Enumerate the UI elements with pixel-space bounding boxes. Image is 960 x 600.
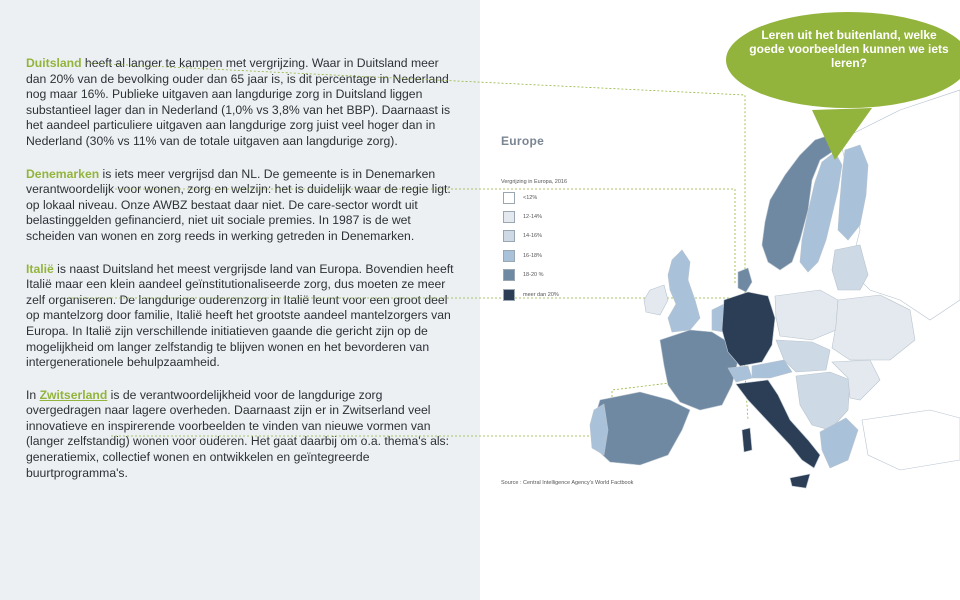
legend-item-2 bbox=[503, 211, 643, 225]
legend-item-6 bbox=[503, 289, 643, 303]
legend-label-3: 14-16% bbox=[523, 233, 542, 239]
connector-lines bbox=[67, 63, 748, 436]
country-sardinia bbox=[742, 428, 752, 452]
paragraph-germany-text: heeft al langer te kampen met vergrijzing. Waar in Duitsland meer dan 20% van de bevolking ouder dan 65 jaar is, is dit percentage in Nederland nog maar 16%. Publieke uitgaven aan langdurige zorg in Duitsland liggen substantieel lager dan in Nederland (1,0% vs 3,8% van het BBP). Daarnaast is het aandeel particuliere uitgaven aan langdurige zorg juist veel hoger dan in Nederland (30% vs 11% van de totale uitgaven aan langdurige zorg). bbox=[26, 56, 451, 148]
legend-item-4 bbox=[503, 250, 643, 264]
country-turkey bbox=[862, 410, 960, 470]
legend-swatch-6 bbox=[503, 289, 515, 301]
bubble-text: Leren uit het buitenland, welke goede voorbeelden kunnen we iets leren? bbox=[749, 28, 949, 70]
legend-label-6: meer dan 20% bbox=[523, 292, 559, 298]
paragraph-switzerland-prefix: In bbox=[26, 387, 40, 402]
map-source: Source : Central Intelligence Agency's World Factbook bbox=[501, 480, 634, 486]
country-denmark bbox=[738, 268, 752, 292]
legend-label-1: <12% bbox=[523, 195, 538, 201]
paragraph-denmark-text: is iets meer vergrijsd dan NL. De gemeente is in Denemarken verantwoordelijk voor wonen, zorg en welzijn: het is duidelijk waar de regie ligt: op lokaal niveau. Onze AWBZ bestaat daar niet. De care-sector wordt uit belastinggelden gefinancierd, niet uit sociale premies. In 1987 is de wet scheiden van wonen en zorg reeds in werking getreden in Denemarken. bbox=[26, 166, 451, 243]
countries bbox=[590, 90, 960, 488]
map-title: Europe bbox=[501, 134, 545, 148]
legend-label-2: 12-14% bbox=[523, 214, 542, 220]
country-ireland bbox=[644, 285, 668, 315]
legend-item-5 bbox=[503, 269, 643, 283]
legend-swatch-3 bbox=[503, 230, 515, 242]
paragraph-switzerland-text: is de verantwoordelijkheid voor de langdurige zorg overgedragen naar lagere overheden. Daarnaast zijn er in Zwitserland veel innovatieve en inspirerende voorbeelden te vinden van nieuwe vormen van (langer zelfstandig) wonen voor ouderen. Het gaat daarbij om o.a. thema's als: generatiemix, collectief wonen en ontwikkelen en geïntegreerde buurtprogramma's. bbox=[26, 387, 450, 480]
legend-title: Vergrijzing in Europa, 2016 bbox=[501, 179, 568, 185]
keyword-denmark: Denemarken bbox=[26, 166, 100, 181]
legend-item-1 bbox=[503, 192, 643, 206]
country-uk bbox=[668, 250, 700, 332]
legend-swatch-1 bbox=[503, 192, 515, 204]
legend-swatch-4 bbox=[503, 250, 515, 262]
legend-swatch-5 bbox=[503, 269, 515, 281]
country-ukraine bbox=[832, 295, 915, 360]
country-poland bbox=[775, 290, 838, 340]
legend-label-4: 16-18% bbox=[523, 253, 542, 259]
keyword-switzerland: Zwitserland bbox=[39, 387, 108, 402]
paragraph-italy-text: is naast Duitsland het meest vergrijsde land van Europa. Bovendien heeft Italië maar een klein aandeel geïnstitutionaliseerde zorg, dus moeten ze meer zelf organiseren. De langdurige ouderenzorg in Italië leunt voor een groot deel op mantelzorg door familie, Italië heeft het grootste aandeel mantelzorgers van Europa. In Italië zijn verschillende initiatieven gaande die gericht zijn op de mogelijkheid om langer zelfstandig te blijven wonen en het bevorderen van intergenerationele behulpzaamheid. bbox=[26, 261, 454, 370]
keyword-italy: Italië bbox=[26, 261, 54, 276]
country-portugal bbox=[590, 404, 608, 455]
connector-germany bbox=[86, 63, 745, 320]
legend-label-5: 18-20 % bbox=[523, 272, 544, 278]
country-sicily bbox=[790, 474, 810, 488]
legend-item-3 bbox=[503, 230, 643, 244]
legend-swatch-2 bbox=[503, 211, 515, 223]
keyword-germany: Duitsland bbox=[26, 56, 82, 70]
